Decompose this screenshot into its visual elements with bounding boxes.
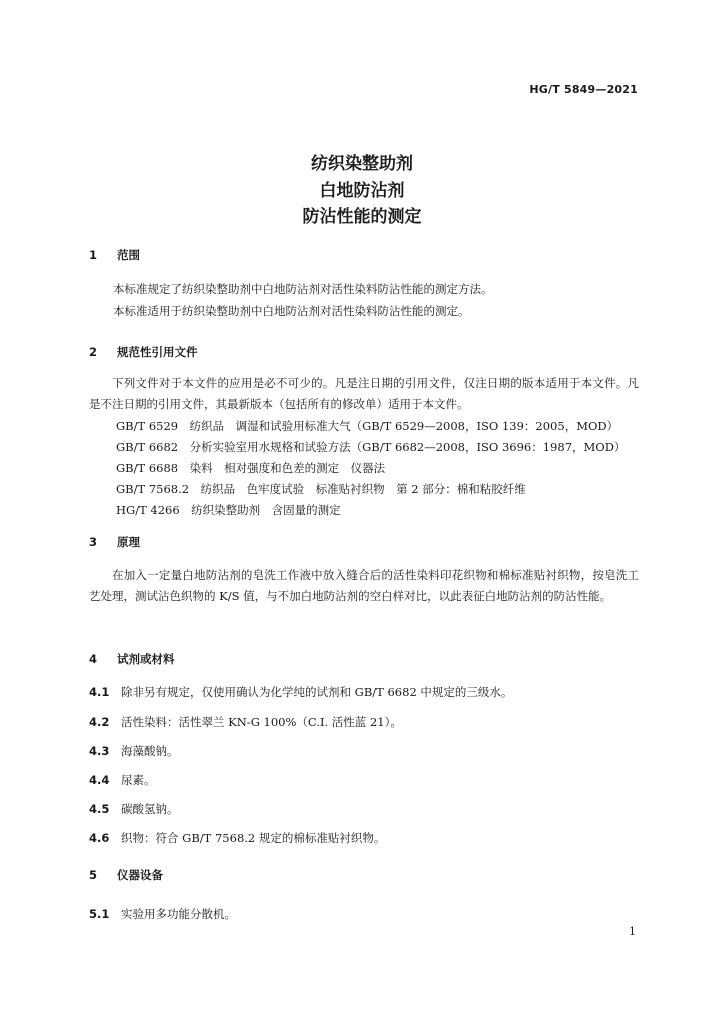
item-text: 活性染料：活性翠兰 KN-G 100%（C.I. 活性蓝 21）。 xyxy=(121,715,402,729)
section-title: 规范性引用文件 xyxy=(117,345,198,359)
section-number: 4 xyxy=(89,652,98,666)
reagent-item xyxy=(89,714,402,730)
title-line-1: 纺织染整助剂 xyxy=(311,154,413,174)
reference-item: HG/T 4266 纺织染整助剂 含固量的测定 xyxy=(116,503,341,517)
item-number: 4.4 xyxy=(89,773,110,787)
reagent-item xyxy=(89,801,179,817)
section-number: 1 xyxy=(89,248,98,262)
reference-item: GB/T 6682 分析实验室用水规格和试验方法（GB/T 6682—2008，ISO 3696：1987，MOD） xyxy=(116,440,626,454)
normative-intro: 下列文件对于本文件的应用是必不可少的。凡是注日期的引用文件，仅注日期的版本适用于本文件。凡是不注日期的引用文件，其最新版本（包括所有的修改单）适用于本文件。 xyxy=(89,376,639,411)
item-number: 4.1 xyxy=(89,685,110,699)
item-text: 实验用多功能分散机。 xyxy=(121,907,236,921)
section-heading-normative xyxy=(89,344,198,360)
section-title: 范围 xyxy=(117,248,140,262)
reference-item: GB/T 6529 纺织品 调湿和试验用标准大气（GB/T 6529—2008，ISO 139：2005，MOD） xyxy=(116,419,619,433)
reference-item: GB/T 7568.2 纺织品 色牢度试验 标准贴衬织物 第 2 部分：棉和粘胶纤维 xyxy=(116,482,526,496)
item-number: 4.3 xyxy=(89,744,110,758)
item-text: 碳酸氢钠。 xyxy=(121,802,179,816)
item-number: 4.5 xyxy=(89,802,110,816)
reagent-item xyxy=(89,772,156,788)
section-number: 5 xyxy=(89,868,98,882)
section-heading-apparatus xyxy=(89,867,163,883)
section-number: 3 xyxy=(89,535,98,549)
item-number: 5.1 xyxy=(89,907,110,921)
reagent-item xyxy=(89,743,179,759)
section-number: 2 xyxy=(89,345,98,359)
item-text: 海藻酸钠。 xyxy=(121,744,179,758)
section-heading-scope xyxy=(89,247,140,263)
section-heading-reagents xyxy=(89,651,175,667)
item-text: 除非另有规定，仅使用确认为化学纯的试剂和 GB/T 6682 中规定的三级水。 xyxy=(121,685,513,699)
apparatus-item xyxy=(89,906,236,922)
title-line-3: 防沾性能的测定 xyxy=(302,207,422,227)
section-title: 仪器设备 xyxy=(117,868,163,882)
standard-number: HG/T 5849—2021 xyxy=(529,83,638,96)
item-text: 尿素。 xyxy=(121,773,156,787)
section-title: 原理 xyxy=(117,535,140,549)
scope-paragraph-2: 本标准适用于纺织染整助剂中白地防沾剂对活性染料防沾性能的测定。 xyxy=(113,304,470,318)
reagent-item xyxy=(89,684,512,700)
section-heading-principle xyxy=(89,534,140,550)
title-line-2: 白地防沾剂 xyxy=(319,181,405,201)
item-number: 4.6 xyxy=(89,831,110,845)
reagent-item xyxy=(89,830,385,846)
reference-item: GB/T 6688 染料 相对强度和色差的测定 仪器法 xyxy=(116,461,386,475)
item-text: 织物：符合 GB/T 7568.2 规定的棉标准贴衬织物。 xyxy=(121,831,386,845)
item-number: 4.2 xyxy=(89,715,110,729)
principle-paragraph: 在加入一定量白地防沾剂的皂洗工作液中放入缝合后的活性染料印花织物和棉标准贴衬织物，按皂洗工艺处理，测试沾色织物的 K/S 值，与不加白地防沾剂的空白样对比，以此表征白地防沾剂的防沾性能。 xyxy=(89,568,639,603)
page-number: 1 xyxy=(629,925,636,938)
scope-paragraph-1: 本标准规定了纺织染整助剂中白地防沾剂对活性染料防沾性能的测定方法。 xyxy=(113,282,493,296)
section-title: 试剂或材料 xyxy=(117,652,175,666)
